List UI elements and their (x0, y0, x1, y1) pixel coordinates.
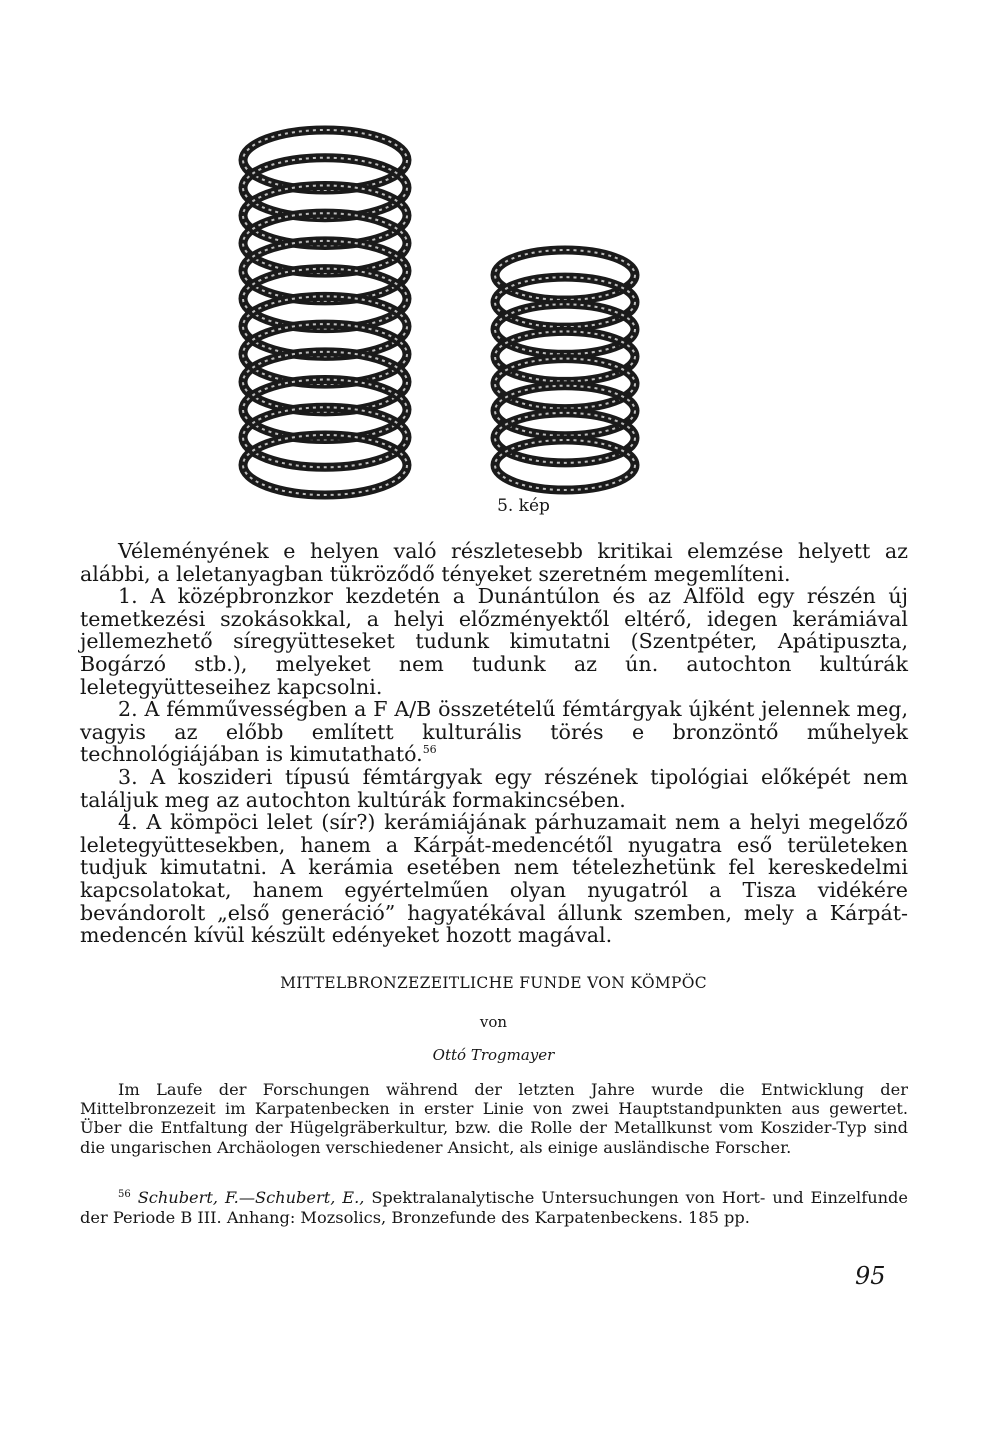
paragraph-point-2 (80, 698, 908, 766)
figure-caption: 5. kép (497, 496, 550, 516)
summary-abstract-text: Im Laufe der Forschungen während der letzten Jahre wurde die Entwicklung der Mittelbronzezeit im Karpatenbecken in erster Linie von zwei Hauptstandpunkten aus gewertet. Über die Entfaltung der Hügelgräberkultur, bzw. die Rolle der Metallkunst vom Koszider-Typ sind die ungarischen Archäologen verschiedener Ansicht, als einige ausländische Forscher. (80, 1080, 908, 1157)
paragraph-point-4: 4. A kömpöci lelet (sír?) kerámiájának párhuzamait nem a helyi megelőző leletegyüttesekben, hanem a Kárpát-medencétől nyugatra eső területeken tudjuk kimutatni. A kerámia esetében nem tételezhetünk fel kereskedelmi kapcsolatokat, hanem egyértelműen olyan nyugatról a Tisza vidékére bevándorolt „első generáció” hagyatékával állunk szemben, mely a Kárpát-medencén kívül készült edényeket hozott magával. (80, 810, 908, 948)
summary-title: MITTELBRONZEZEITLICHE FUNDE VON KÖMPÖC (280, 974, 707, 992)
footnote-reference: 56 (422, 743, 437, 757)
paragraph-point-2-text: 2. A fémművességben a F A/B összetételű fémtárgyak újként jelennek meg, vagyis az előbb említett kulturális törés e bronzöntő műhelyek technológiájában is kimutatható. (80, 697, 908, 767)
footnote-text-block (80, 1188, 908, 1227)
summary-abstract (80, 1080, 908, 1157)
footnote-body: Spektralanalytische Untersuchungen von Hort- und Einzelfunde der Periode B III. Anhang: Mozsolics, Bronzefunde des Karpatenbeckens. 185 pp. (80, 1188, 908, 1227)
footnote-authors: Schubert, F.—Schubert, E., (137, 1188, 365, 1207)
coil-illustration (200, 120, 680, 510)
figure-spiral-coils (200, 120, 680, 510)
hungarian-body-text (80, 540, 908, 947)
paragraph-point-3: 3. A koszideri típusú fémtárgyak egy részének tipológiai előképét nem találjuk meg az autochton kultúrák formakincsében. (80, 764, 908, 812)
paragraph-point-1: 1. A középbronzkor kezdetén a Dunántúlon és az Alföld egy részén új temetkezési szokásokkal, a helyi előzményektől eltérő, idegen kerámiával jellemezhető síregyütteseket tudunk kimutatni (Szentpéter, Apátipuszta, Bogárzó stb.), melyeket nem tudunk az ún. autochton kultúrák leletegyütteseihez kapcsolni. (80, 584, 908, 699)
summary-by: von (479, 1013, 508, 1031)
summary-author: Ottó Trogmayer (432, 1046, 555, 1064)
spiral-coil-large (243, 130, 407, 495)
footnote-number: 56 (118, 1189, 131, 1200)
spiral-coil-small (495, 250, 635, 490)
page-number: 95 (855, 1262, 886, 1290)
footnote (80, 1188, 908, 1227)
paragraph-intro: Véleményének e helyen való részletesebb kritikai elemzése helyett az alábbi, a leletanyagban tükröződő tényeket szeretném megemlíteni. (80, 539, 908, 586)
